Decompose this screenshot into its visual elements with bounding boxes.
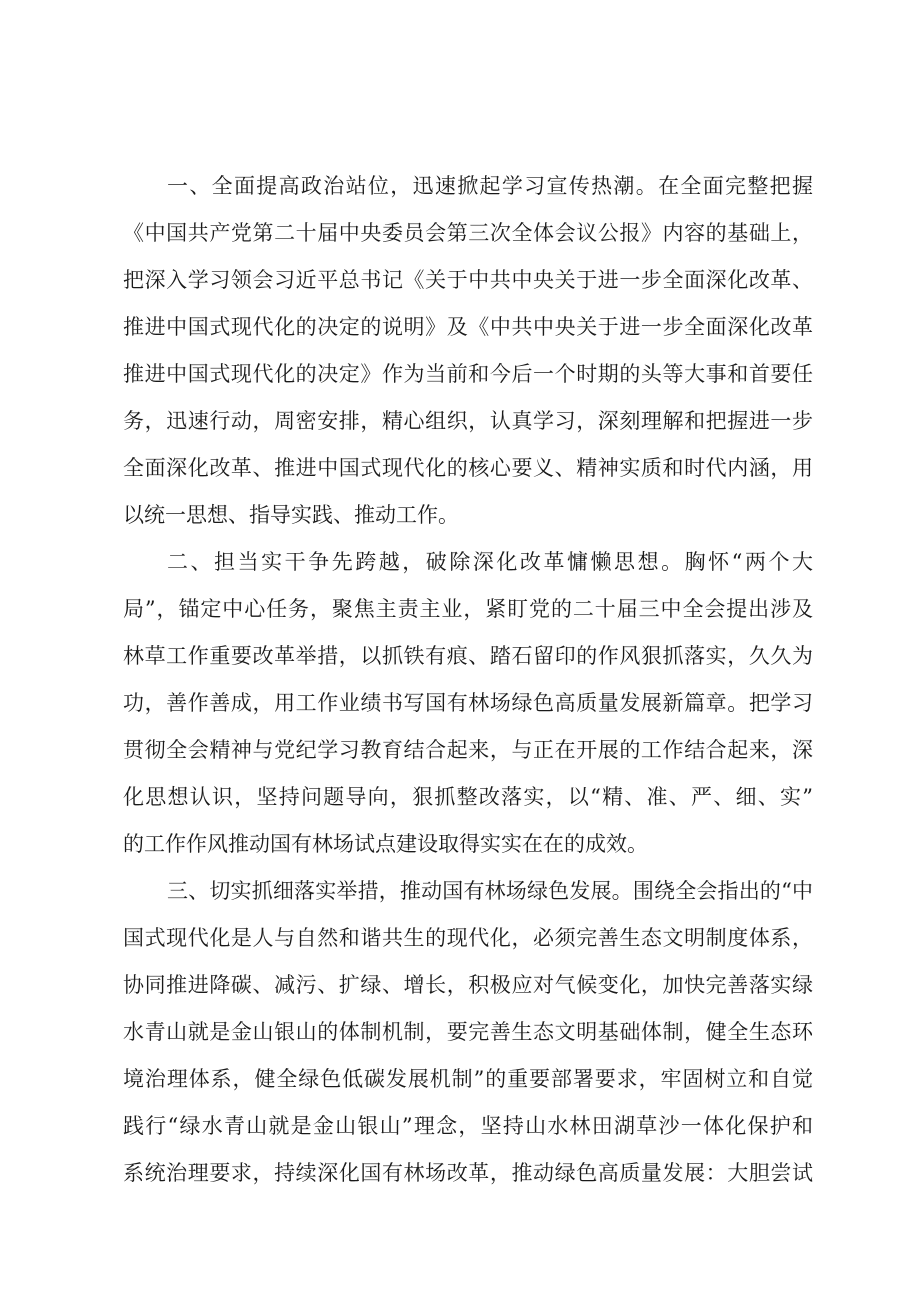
paragraph-2-line-7: 的工作作风推动国有林场试点建设取得实实在在的成效。 <box>123 832 648 856</box>
paragraph-1-line-1: 一、全面提高政治站位，迅速掀起学习宣传热潮。在全面完整把握 <box>167 174 813 198</box>
paragraph-3-line-6: 践行“绿水青山就是金山银山”理念，坚持山水林田湖草沙一体化保护和 <box>123 1114 813 1138</box>
paragraph-2-line-1: 二、担当实干争先跨越，破除深化改革慵懒思想。胸怀“两个大 <box>167 550 813 574</box>
paragraph-1-line-8: 以统一思想、指导实践、推动工作。 <box>123 503 459 527</box>
paragraph-2-line-5: 贯彻全会精神与党纪学习教育结合起来，与正在开展的工作结合起来，深 <box>123 738 813 762</box>
paragraph-1-line-3: 把深入学习领会习近平总书记《关于中共中央关于进一步全面深化改革、 <box>123 268 813 292</box>
document-body <box>123 163 813 1197</box>
paragraph-3-line-4: 水青山就是金山银山的体制机制，要完善生态文明基础体制，健全生态环 <box>123 1020 813 1044</box>
paragraph-1-line-4: 推进中国式现代化的决定的说明》及《中共中央关于进一步全面深化改革 <box>123 315 813 339</box>
paragraph-3-line-1: 三、切实抓细落实举措，推动国有林场绿色发展。围绕全会指出的“中 <box>167 879 813 903</box>
paragraph-1-line-5: 推进中国式现代化的决定》作为当前和今后一个时期的头等大事和首要任 <box>123 362 813 386</box>
paragraph-3-line-3: 协同推进降碳、减污、扩绿、增长，积极应对气候变化，加快完善落实绿 <box>123 973 813 997</box>
paragraph-1-line-6: 务，迅速行动，周密安排，精心组织，认真学习，深刻理解和把握进一步 <box>123 409 813 433</box>
paragraph-1-line-7: 全面深化改革、推进中国式现代化的核心要义、精神实质和时代内涵，用 <box>123 456 813 480</box>
paragraph-1-line-2: 《中国共产党第二十届中央委员会第三次全体会议公报》内容的基础上， <box>123 221 813 245</box>
paragraph-3-line-2: 国式现代化是人与自然和谐共生的现代化，必须完善生态文明制度体系， <box>123 926 813 950</box>
paragraph-2-line-3: 林草工作重要改革举措，以抓铁有痕、踏石留印的作风狠抓落实，久久为 <box>123 644 813 668</box>
paragraph-3-line-7: 系统治理要求，持续深化国有林场改革，推动绿色高质量发展：大胆尝试 <box>123 1161 813 1185</box>
paragraph-2-line-6: 化思想认识，坚持问题导向，狠抓整改落实，以“精、准、严、细、实” <box>123 785 813 809</box>
paragraph-3-line-5: 境治理体系，健全绿色低碳发展机制”的重要部署要求，牢固树立和自觉 <box>123 1067 813 1091</box>
paragraph-2-line-4: 功，善作善成，用工作业绩书写国有林场绿色高质量发展新篇章。把学习 <box>123 691 813 715</box>
paragraph-2-line-2: 局”，锚定中心任务，聚焦主责主业，紧盯党的二十届三中全会提出涉及 <box>123 597 813 621</box>
